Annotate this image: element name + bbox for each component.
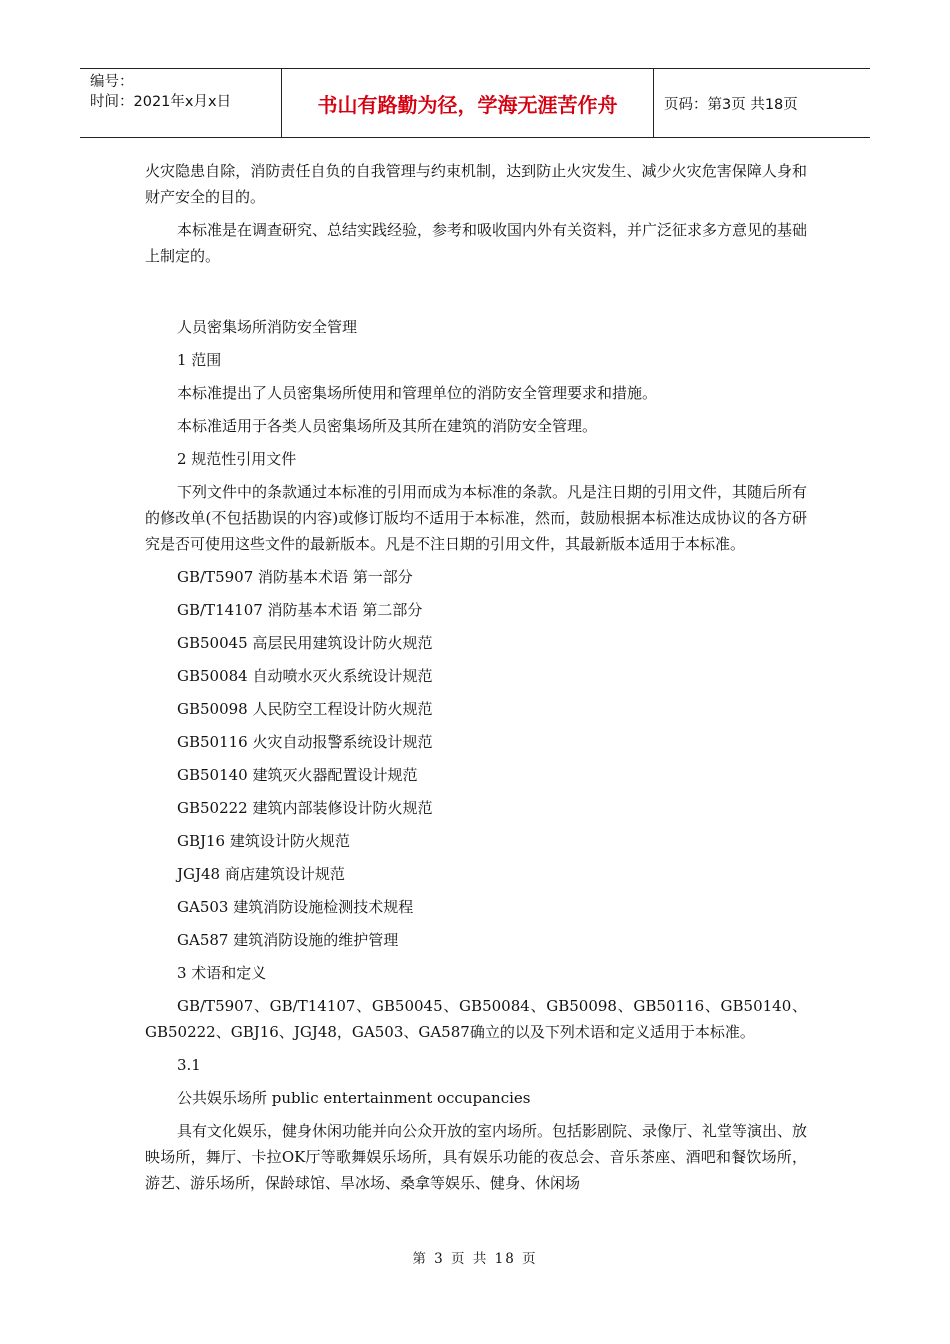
section-3-heading: 3 术语和定义: [177, 964, 267, 982]
paragraph-basis: 本标准是在调查研究、总结实践经验，参考和吸收国内外有关资料，并广泛征求多方意见的基础上制定的。: [145, 221, 808, 265]
document-number-label: 编号：: [90, 74, 134, 90]
section-3-1-definition: 具有文化娱乐，健身休闲功能并向公众开放的室内场所。包括影剧院、录像厅、礼堂等演出、放映场所，舞厅、卡拉OK厅等歌舞娱乐场所，具有娱乐功能的夜总会、音乐茶座、酒吧和餐饮场所，游艺、游乐场所，保龄球馆、旱冰场、桑拿等娱乐、健身、休闲场: [145, 1122, 808, 1192]
page-header: [80, 68, 870, 138]
document-date: 时间：2021年x月x日: [90, 94, 232, 110]
reference-item: GA503 建筑消防设施检测技术规程: [177, 898, 414, 916]
reference-item: GBJ16 建筑设计防火规范: [177, 832, 350, 850]
reference-item: GB50140 建筑灭火器配置设计规范: [177, 766, 418, 784]
document-title: 人员密集场所消防安全管理: [177, 318, 358, 336]
reference-item: GA587 建筑消防设施的维护管理: [177, 931, 399, 949]
reference-item: GB50084 自动喷水灭火系统设计规范: [177, 667, 433, 685]
header-motto: 书山有路勤为径，学海无涯苦作舟: [282, 69, 654, 137]
section-3-1-term: 公共娱乐场所 public entertainment occupancies: [177, 1089, 531, 1107]
reference-item: GB50116 火灾自动报警系统设计规范: [177, 733, 433, 751]
header-meta: [80, 69, 282, 137]
section-1-paragraph-2: 本标准适用于各类人员密集场所及其所在建筑的消防安全管理。: [177, 417, 598, 435]
header-page-info: 页码：第3页 共18页: [664, 96, 798, 113]
section-2-intro: 下列文件中的条款通过本标准的引用而成为本标准的条款。凡是注日期的引用文件，其随后所有的修改单(不包括勘误的内容)或修订版均不适用于本标准，然而，鼓励根据本标准达成协议的各方研究是否可使用这些文件的最新版本。凡是不注日期的引用文件，其最新版本适用于本标准。: [145, 483, 808, 553]
page-footer: 第 3 页 共 18 页: [412, 1251, 538, 1267]
section-1-heading: 1 范围: [177, 351, 222, 369]
reference-item: GB50222 建筑内部装修设计防火规范: [177, 799, 433, 817]
paragraph-continuation: 火灾隐患自除，消防责任自负的自我管理与约束机制，达到防止火灾发生、减少火灾危害保障人身和财产安全的目的。: [145, 162, 807, 206]
reference-item: GB50045 高层民用建筑设计防火规范: [177, 634, 433, 652]
reference-item: JGJ48 商店建筑设计规范: [177, 865, 345, 883]
document-body: [145, 158, 807, 1203]
section-3-1-number: 3.1: [177, 1056, 201, 1074]
section-2-heading: 2 规范性引用文件: [177, 450, 297, 468]
reference-item: GB/T14107 消防基本术语 第二部分: [177, 601, 423, 619]
reference-item: GB50098 人民防空工程设计防火规范: [177, 700, 433, 718]
reference-item: GB/T5907 消防基本术语 第一部分: [177, 568, 413, 586]
section-1-paragraph-1: 本标准提出了人员密集场所使用和管理单位的消防安全管理要求和措施。: [177, 384, 658, 402]
section-3-intro: GB/T5907、GB/T14107、GB50045、GB50084、GB50098、GB50116、GB50140、GB50222、GBJ16、JGJ48，GA503、GA587确立的以及下列术语和定义适用于本标准。: [145, 997, 807, 1041]
